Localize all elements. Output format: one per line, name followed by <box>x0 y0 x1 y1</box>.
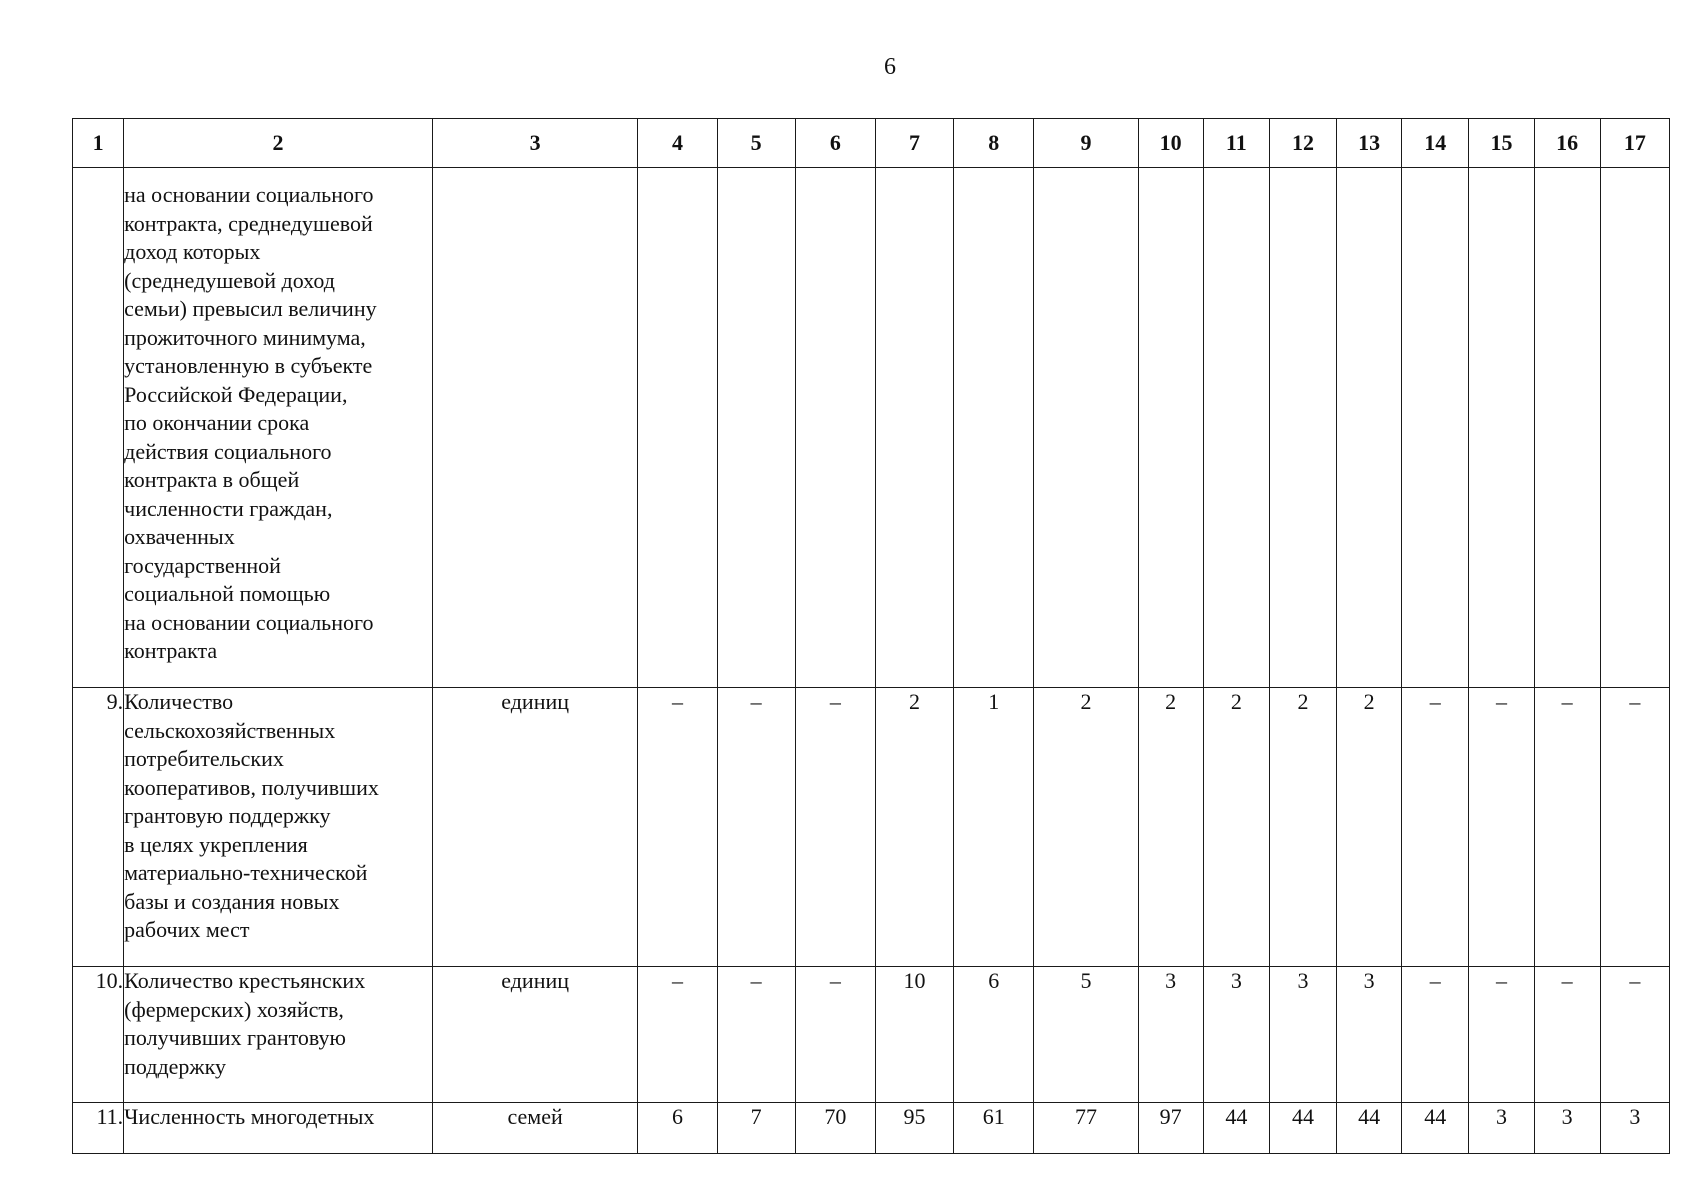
indicator-name-line: на основании социального <box>124 609 374 635</box>
indicator-table <box>72 118 1670 1154</box>
value-cell: 3 <box>1337 967 1402 1103</box>
value-cell: 44 <box>1337 1103 1402 1154</box>
value-cell: 3 <box>1469 1103 1534 1154</box>
indicator-name-line: численности граждан, <box>124 495 333 521</box>
column-header: 12 <box>1269 119 1336 168</box>
value-cell: – <box>638 967 717 1103</box>
value-cell: 3 <box>1138 967 1203 1103</box>
indicator-name-line: Численность многодетных <box>124 1104 375 1129</box>
column-header: 3 <box>432 119 638 168</box>
indicator-name-line: в целях укрепления <box>124 831 308 857</box>
value-cell: – <box>717 967 795 1103</box>
indicator-name <box>124 1103 433 1154</box>
column-header: 13 <box>1337 119 1402 168</box>
table-row <box>73 168 1670 688</box>
column-header: 5 <box>717 119 795 168</box>
indicator-name-line: прожиточного минимума, <box>124 324 366 350</box>
value-cell <box>638 168 717 688</box>
indicator-name <box>124 688 433 967</box>
indicator-name-line: доход которых <box>124 239 261 264</box>
table-row <box>73 688 1670 967</box>
value-cell: 2 <box>875 688 953 967</box>
value-cell <box>717 168 795 688</box>
indicator-name-line: по окончании срока <box>124 410 310 435</box>
value-cell: 61 <box>954 1103 1034 1154</box>
value-cell <box>954 168 1034 688</box>
indicator-name-line: сельскохозяйственных <box>124 717 336 743</box>
value-cell: – <box>1469 967 1534 1103</box>
indicator-name-line: Количество крестьянских <box>124 968 366 993</box>
indicator-name-line: кооперативов, получивших <box>124 774 379 800</box>
value-cell: 44 <box>1402 1103 1469 1154</box>
row-number: 10. <box>73 967 124 1103</box>
value-cell: 2 <box>1337 688 1402 967</box>
unit-cell: семей <box>432 1103 638 1154</box>
indicator-name <box>124 168 433 688</box>
value-cell: 10 <box>875 967 953 1103</box>
value-cell: – <box>638 688 717 967</box>
value-cell: 2 <box>1034 688 1138 967</box>
unit-cell: единиц <box>432 688 638 967</box>
value-cell: – <box>795 688 875 967</box>
table-body <box>73 168 1670 1154</box>
value-cell: 77 <box>1034 1103 1138 1154</box>
row-number: 11. <box>73 1103 124 1154</box>
value-cell: 2 <box>1138 688 1203 967</box>
value-cell: 97 <box>1138 1103 1203 1154</box>
value-cell: 5 <box>1034 967 1138 1103</box>
value-cell: 70 <box>795 1103 875 1154</box>
table-row <box>73 967 1670 1103</box>
value-cell <box>1138 168 1203 688</box>
value-cell: 3 <box>1203 967 1269 1103</box>
page-number: 6 <box>884 54 896 80</box>
indicator-name-line: рабочих мест <box>124 917 250 942</box>
value-cell: 44 <box>1269 1103 1336 1154</box>
value-cell <box>795 168 875 688</box>
value-cell: 3 <box>1534 1103 1600 1154</box>
row-number: 9. <box>73 688 124 967</box>
column-header: 14 <box>1402 119 1469 168</box>
value-cell <box>1600 168 1669 688</box>
value-cell: – <box>795 967 875 1103</box>
value-cell: 6 <box>638 1103 717 1154</box>
indicator-name <box>124 967 433 1103</box>
column-header: 11 <box>1203 119 1269 168</box>
indicator-name-line: базы и создания новых <box>124 888 340 914</box>
indicator-name-line: семьи) превысил величину <box>124 296 377 321</box>
value-cell: 7 <box>717 1103 795 1154</box>
value-cell: 3 <box>1600 1103 1669 1154</box>
value-cell: 44 <box>1203 1103 1269 1154</box>
value-cell: 2 <box>1269 688 1336 967</box>
column-header: 1 <box>73 119 124 168</box>
indicator-name-line: Российской Федерации, <box>124 381 348 407</box>
indicator-name-line: (среднедушевой доход <box>124 267 335 293</box>
value-cell: 2 <box>1203 688 1269 967</box>
column-header: 15 <box>1469 119 1534 168</box>
indicator-name-line: контракта <box>124 638 218 663</box>
value-cell: – <box>1534 688 1600 967</box>
indicator-name-line: действия социального <box>124 438 332 464</box>
indicator-name-line: поддержку <box>124 1053 226 1079</box>
column-header: 4 <box>638 119 717 168</box>
unit-cell <box>432 168 638 688</box>
indicator-name-line: грантовую поддержку <box>124 803 331 828</box>
column-header: 9 <box>1034 119 1138 168</box>
column-header: 17 <box>1600 119 1669 168</box>
value-cell: 6 <box>954 967 1034 1103</box>
value-cell <box>1337 168 1402 688</box>
value-cell: – <box>1600 688 1669 967</box>
column-header: 10 <box>1138 119 1203 168</box>
value-cell: – <box>1534 967 1600 1103</box>
table-row <box>73 1103 1670 1154</box>
indicator-name-line: материально-технической <box>124 860 368 885</box>
indicator-name-line: государственной <box>124 552 281 578</box>
value-cell <box>875 168 953 688</box>
value-cell <box>1469 168 1534 688</box>
indicator-name-line: потребительских <box>124 746 284 771</box>
indicator-name-line: контракта, среднедушевой <box>124 210 373 236</box>
header-row <box>73 119 1670 168</box>
value-cell <box>1034 168 1138 688</box>
value-cell: – <box>717 688 795 967</box>
value-cell: 3 <box>1269 967 1336 1103</box>
indicator-name-line: на основании социального <box>124 182 374 207</box>
indicator-name-line: охваченных <box>124 524 235 549</box>
row-number <box>73 168 124 688</box>
value-cell: – <box>1600 967 1669 1103</box>
indicator-name-line: социальной помощью <box>124 581 331 606</box>
value-cell: – <box>1402 967 1469 1103</box>
value-cell <box>1402 168 1469 688</box>
value-cell: 1 <box>954 688 1034 967</box>
value-cell: 95 <box>875 1103 953 1154</box>
indicator-name-line: (фермерских) хозяйств, <box>124 996 344 1022</box>
value-cell <box>1534 168 1600 688</box>
column-header: 2 <box>124 119 433 168</box>
indicator-name-line: контракта в общей <box>124 467 300 492</box>
indicator-name-line: установленную в субъекте <box>124 353 373 378</box>
column-header: 16 <box>1534 119 1600 168</box>
value-cell <box>1269 168 1336 688</box>
value-cell: – <box>1402 688 1469 967</box>
indicator-name-line: Количество <box>124 689 234 714</box>
unit-cell: единиц <box>432 967 638 1103</box>
value-cell: – <box>1469 688 1534 967</box>
column-header: 7 <box>875 119 953 168</box>
value-cell <box>1203 168 1269 688</box>
column-header: 6 <box>795 119 875 168</box>
column-header: 8 <box>954 119 1034 168</box>
indicator-name-line: получивших грантовую <box>124 1025 346 1050</box>
